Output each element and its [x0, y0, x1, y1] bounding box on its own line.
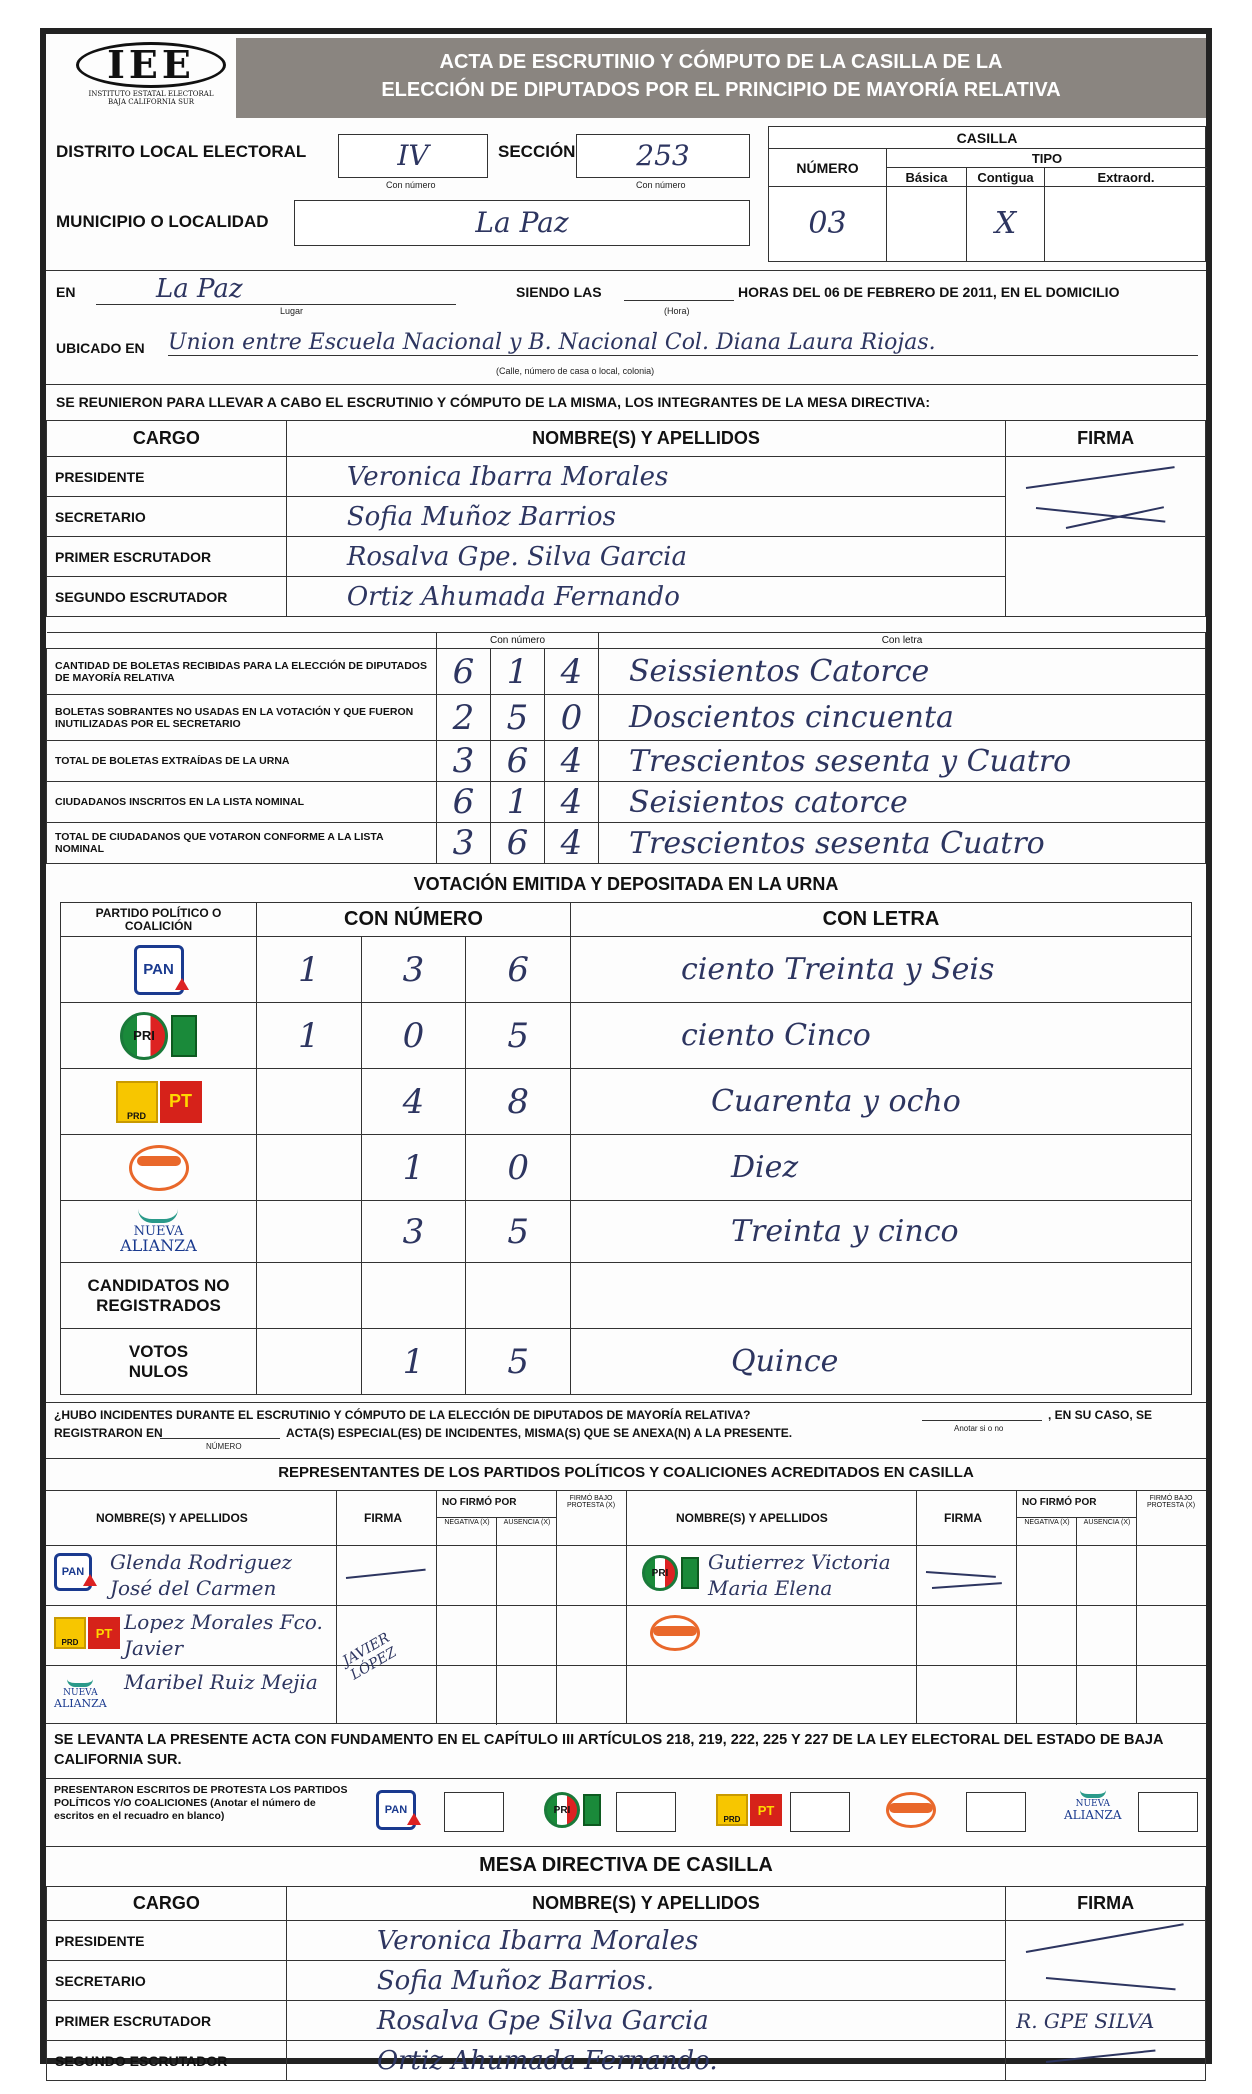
casilla-basica-field[interactable]	[887, 187, 967, 261]
rep-firma-field[interactable]: JAVIER LÓPEZ	[340, 1629, 400, 1684]
signature-mark	[926, 1571, 996, 1578]
digit-field[interactable]: 3	[437, 741, 491, 782]
protesta-row	[46, 1780, 1206, 1844]
rep-firma-header: FIRMA	[944, 1511, 982, 1525]
digit-field[interactable]: 0	[545, 695, 599, 741]
nombre-field[interactable]: Rosalva Gpe. Silva Garcia	[286, 537, 1005, 577]
pan-logo-icon: PAN	[54, 1553, 92, 1591]
digit-field[interactable]	[466, 1263, 571, 1329]
signature-mark	[1046, 1977, 1176, 1990]
con-numero-header: Con número	[437, 633, 599, 649]
casilla-tipo-label: TIPO	[887, 149, 1207, 168]
ubicado-row	[56, 330, 1206, 380]
protesta-count-convergencia[interactable]	[966, 1792, 1026, 1832]
incidentes-q2: , EN SU CASO, SE	[1048, 1408, 1153, 1422]
nueva-alianza-logo-icon: NUEVA ALIANZA	[1064, 1790, 1122, 1821]
digit-field[interactable]: 0	[361, 1003, 466, 1069]
votacion-table	[60, 902, 1192, 1395]
hora-hint: (Hora)	[664, 306, 690, 316]
letra-field[interactable]: Trescientos sesenta y Cuatro	[599, 741, 1206, 782]
logo-sub1: INSTITUTO ESTATAL ELECTORAL	[88, 90, 214, 98]
actas-numero-field[interactable]	[160, 1438, 280, 1439]
divider	[436, 1491, 437, 1723]
digit-field[interactable]: 3	[361, 937, 466, 1003]
iee-logo	[76, 42, 226, 112]
casilla-numero-label: NÚMERO	[769, 149, 887, 187]
registraron-label: REGISTRARON EN	[54, 1426, 163, 1440]
nombre-header: NOMBRE(S) Y APELLIDOS	[286, 1887, 1005, 1921]
letra-field[interactable]: Seisientos catorce	[599, 782, 1206, 823]
digit-field[interactable]: 6	[437, 782, 491, 823]
digit-field[interactable]: 6	[491, 823, 545, 864]
convergencia-logo-icon	[650, 1615, 700, 1651]
digit-field[interactable]: 0	[466, 1135, 571, 1201]
rep-firma-field[interactable]	[342, 1551, 432, 1601]
seccion-label: SECCIÓN	[498, 142, 576, 161]
signature-mark	[1026, 466, 1175, 489]
party-cell	[61, 1135, 257, 1201]
nombre-field[interactable]: Sofia Muñoz Barrios.	[286, 1961, 1005, 2001]
digit-field[interactable]: 4	[545, 823, 599, 864]
divider	[1136, 1491, 1137, 1723]
divider	[1016, 1491, 1017, 1723]
divider	[46, 270, 1206, 271]
divider	[46, 1665, 1206, 1666]
divider	[46, 1846, 1206, 1847]
firma-field[interactable]	[1006, 2041, 1206, 2081]
letra-field[interactable]: Doscientos cincuenta	[599, 695, 1206, 741]
seccion-field[interactable]: 253	[576, 134, 750, 178]
letra-field[interactable]: ciento Cinco	[571, 1003, 1192, 1069]
incidentes-answer-field[interactable]	[922, 1420, 1042, 1421]
blank-cell	[47, 633, 437, 649]
prd-pt-logo-icon: PRD PT	[116, 1081, 202, 1123]
digit-field[interactable]	[257, 1329, 362, 1395]
cargo-cell: SECRETARIO	[47, 497, 287, 537]
digit-field[interactable]: 6	[491, 741, 545, 782]
nombre-field[interactable]: Veronica Ibarra Morales	[286, 457, 1005, 497]
firma-field[interactable]	[1006, 1921, 1206, 2001]
fundamento-text: SE LEVANTA LA PRESENTE ACTA CON FUNDAMENTO EN EL CAPÍTULO III ARTÍCULOS 218, 219, 222, 225 Y 227 DE LA LEY ELECTORAL DEL ESTADO DE BAJA CALIFORNIA SUR.	[54, 1732, 1163, 1768]
en-label: EN	[56, 284, 76, 300]
prd-pt-logo-icon: PRD PT	[54, 1617, 120, 1649]
pri-logo-icon: PRI	[120, 1012, 197, 1060]
numero-hint: NÚMERO	[206, 1442, 242, 1451]
digit-field[interactable]: 1	[257, 1003, 362, 1069]
seccion-hint: Con número	[636, 180, 686, 190]
party-cell	[61, 1201, 257, 1263]
protesta-text: PRESENTARON ESCRITOS DE PROTESTA LOS PARTIDOS POLÍTICOS Y/O COALICIONES (Anotar el número de escritos en el recuadro en blanco)	[54, 1784, 348, 1822]
rep-nombre-header: NOMBRE(S) Y APELLIDOS	[676, 1511, 828, 1525]
letra-field[interactable]: Cuarenta y ocho	[571, 1069, 1192, 1135]
nombre-field[interactable]: Ortiz Ahumada Fernando	[286, 577, 1005, 617]
distrito-field[interactable]: IV	[338, 134, 488, 178]
registraron-text: ACTA(S) ESPECIAL(ES) DE INCIDENTES, MISMA(S) QUE SE ANEXA(N) A LA PRESENTE.	[286, 1426, 793, 1440]
con-letra-header: Con letra	[599, 633, 1206, 649]
digit-field[interactable]: 6	[437, 649, 491, 695]
rep-nombre-field[interactable]: Maribel Ruiz Mejia	[124, 1670, 318, 1694]
incidentes-block	[54, 1408, 1204, 1458]
casilla-extraord: Extraord.	[1045, 168, 1207, 187]
hora-field[interactable]	[624, 300, 734, 301]
divider	[436, 1517, 556, 1518]
casilla-numero-field[interactable]: 03	[769, 187, 887, 261]
boleta-label: BOLETAS SOBRANTES NO USADAS EN LA VOTACIÓN Y QUE FUERON INUTILIZADAS POR EL SECRETARIO	[47, 695, 437, 741]
rep-firma-field[interactable]	[922, 1551, 1012, 1601]
rep-firma-header: FIRMA	[364, 1511, 402, 1525]
firma-field[interactable]	[1006, 537, 1206, 617]
cargo-cell: SEGUNDO ESCRUTADOR	[47, 577, 287, 617]
divider	[46, 1605, 1206, 1606]
mesa2-title: MESA DIRECTIVA DE CASILLA	[479, 1854, 773, 1876]
cargo-cell: SEGUNDO ESCRUTADOR	[47, 2041, 287, 2081]
acta-sheet	[40, 28, 1212, 2076]
cargo-cell: SECRETARIO	[47, 1961, 287, 2001]
digit-field[interactable]: 4	[545, 782, 599, 823]
rep-nombre-field[interactable]: Gutierrez Victoria Maria Elena	[708, 1550, 891, 1600]
digit-field[interactable]	[361, 1263, 466, 1329]
digit-field[interactable]: 5	[466, 1003, 571, 1069]
digit-field[interactable]: 6	[466, 937, 571, 1003]
calle-hint: (Calle, número de casa o local, colonia)	[496, 366, 655, 376]
divider	[336, 1491, 337, 1723]
cargo-header: CARGO	[47, 421, 287, 457]
rep-negativa-header: NEGATIVA (X)	[444, 1519, 490, 1526]
distrito-label: DISTRITO LOCAL ELECTORAL	[56, 142, 307, 161]
lugar-row	[56, 274, 1206, 334]
firma-header: FIRMA	[1006, 421, 1206, 457]
digit-field[interactable]: 1	[257, 937, 362, 1003]
signature-mark	[346, 1569, 426, 1579]
protesta-count-prd-pt[interactable]	[790, 1792, 850, 1832]
digit-field[interactable]: 1	[361, 1329, 466, 1395]
title-band	[236, 38, 1206, 118]
rep-nombre-header: NOMBRE(S) Y APELLIDOS	[96, 1511, 248, 1525]
rep-ausencia-header: AUSENCIA (X)	[1083, 1519, 1131, 1526]
signature-mark	[1066, 506, 1164, 529]
pri-logo-icon: PRI	[544, 1792, 601, 1828]
rep-nombre-field[interactable]: Lopez Morales Fco. Javier	[124, 1610, 323, 1660]
digit-field[interactable]: 2	[437, 695, 491, 741]
boleta-label: CANTIDAD DE BOLETAS RECIBIDAS PARA LA ELECCIÓN DE DIPUTADOS DE MAYORÍA RELATIVA	[47, 649, 437, 695]
casilla-box	[768, 126, 1206, 262]
pri-logo-icon: PRI	[642, 1555, 699, 1591]
cargo-header: CARGO	[47, 1887, 287, 1921]
nombre-header: NOMBRE(S) Y APELLIDOS	[286, 421, 1005, 457]
municipio-field[interactable]: La Paz	[294, 200, 750, 246]
rep-nombre-field[interactable]	[708, 1609, 914, 1659]
digit-field[interactable]	[257, 1069, 362, 1135]
signature-mark	[1026, 1923, 1184, 1953]
nombre-field[interactable]: Rosalva Gpe Silva Garcia	[286, 2001, 1005, 2041]
logo-sub2: BAJA CALIFORNIA SUR	[107, 98, 195, 106]
title-line1: ACTA DE ESCRUTINIO Y CÓMPUTO DE LA CASILLA DE LA	[439, 51, 1003, 73]
letra-header: CON LETRA	[571, 903, 1192, 937]
digit-field[interactable]: 1	[491, 782, 545, 823]
divider	[46, 1545, 1206, 1546]
firma-field[interactable]: R. GPE SILVA	[1006, 2001, 1206, 2041]
firma-field[interactable]	[1006, 457, 1206, 537]
protesta-count-pri[interactable]	[616, 1792, 676, 1832]
representantes-grid	[46, 1490, 1206, 1724]
partido-header: PARTIDO POLÍTICO O COALICIÓN	[61, 903, 257, 937]
divider	[626, 1491, 627, 1723]
siendo-label: SIENDO LAS	[516, 284, 602, 300]
boleta-label: TOTAL DE BOLETAS EXTRAÍDAS DE LA URNA	[47, 741, 437, 782]
horas-text: HORAS DEL 06 DE FEBRERO DE 2011, EN EL DOMICILIO	[738, 284, 1120, 300]
divider	[46, 1778, 1206, 1779]
digit-field[interactable]: 4	[361, 1069, 466, 1135]
incidentes-q: ¿HUBO INCIDENTES DURANTE EL ESCRUTINIO Y CÓMPUTO DE LA ELECCIÓN DE DIPUTADOS DE MAYORÍA RELATIVA?	[54, 1408, 751, 1422]
prd-pt-logo-icon: PRD PT	[716, 1794, 782, 1826]
votacion-title: VOTACIÓN EMITIDA Y DEPOSITADA EN LA URNA	[413, 874, 839, 894]
digit-field[interactable]: 4	[545, 649, 599, 695]
protesta-count-nueva-alianza[interactable]	[1138, 1792, 1198, 1832]
digit-field[interactable]: 4	[545, 741, 599, 782]
cargo-cell: PRESIDENTE	[47, 457, 287, 497]
protesta-count-pan[interactable]	[444, 1792, 504, 1832]
firma-header: FIRMA	[1006, 1887, 1206, 1921]
mesa2-table	[46, 1886, 1206, 2081]
party-cell	[61, 1069, 257, 1135]
nulos-label: VOTOS NULOS	[61, 1329, 257, 1395]
nombre-field[interactable]: Veronica Ibarra Morales	[286, 1921, 1005, 1961]
municipio-label: MUNICIPIO O LOCALIDAD	[56, 212, 269, 231]
representantes-title: REPRESENTANTES DE LOS PARTIDOS POLÍTICOS Y COALICIONES ACREDITADOS EN CASILLA	[278, 1464, 974, 1481]
casilla-basica: Básica	[887, 168, 967, 187]
numero-header: CON NÚMERO	[257, 903, 571, 937]
digit-field[interactable]	[257, 1201, 362, 1263]
divider	[496, 1517, 497, 1725]
digit-field[interactable]: 1	[361, 1135, 466, 1201]
divider	[556, 1491, 557, 1723]
digit-field[interactable]	[257, 1263, 362, 1329]
letra-field[interactable]: Diez	[571, 1135, 1192, 1201]
letra-field[interactable]: Seissientos Catorce	[599, 649, 1206, 695]
cargo-cell: PRESIDENTE	[47, 1921, 287, 1961]
letra-field[interactable]: Trescientos sesenta Cuatro	[599, 823, 1206, 864]
boleta-label: CIUDADANOS INSCRITOS EN LA LISTA NOMINAL	[47, 782, 437, 823]
divider	[1076, 1517, 1077, 1725]
nombre-field[interactable]: Ortiz Ahumada Fernando.	[286, 2041, 1005, 2081]
nueva-alianza-logo-icon: NUEVA ALIANZA	[120, 1209, 197, 1254]
convergencia-logo-icon	[886, 1792, 936, 1828]
rep-ausencia-header: AUSENCIA (X)	[503, 1519, 551, 1526]
rep-protesta-header: FIRMÓ BAJO PROTESTA (X)	[1146, 1495, 1196, 1509]
signature-mark	[932, 1582, 1002, 1589]
party-cell	[61, 1003, 257, 1069]
mesa-directiva-table	[46, 420, 1206, 617]
divider	[46, 1402, 1206, 1403]
distrito-hint: Con número	[386, 180, 436, 190]
divider	[1016, 1517, 1136, 1518]
digit-field[interactable]: 5	[491, 695, 545, 741]
divider	[46, 384, 1206, 385]
logo-text: IEE	[76, 42, 226, 88]
no-registrados-label: CANDIDATOS NO REGISTRADOS	[61, 1263, 257, 1329]
title-line2: ELECCIÓN DE DIPUTADOS POR EL PRINCIPIO DE MAYORÍA RELATIVA	[381, 79, 1061, 101]
digit-field[interactable]: 1	[491, 649, 545, 695]
digit-field[interactable]	[257, 1135, 362, 1201]
digit-field[interactable]: 5	[466, 1329, 571, 1395]
casilla-title: CASILLA	[769, 127, 1205, 149]
party-cell	[61, 937, 257, 1003]
pan-logo-icon: PAN	[376, 1790, 416, 1830]
casilla-contigua-field[interactable]: X	[967, 187, 1045, 261]
digit-field[interactable]: 3	[361, 1201, 466, 1263]
signature-mark	[1046, 2050, 1156, 2063]
ubicado-label: UBICADO EN	[56, 340, 145, 356]
nueva-alianza-logo-icon: NUEVA ALIANZA	[54, 1679, 107, 1709]
divider	[46, 1458, 1206, 1459]
convergencia-logo-icon	[129, 1145, 189, 1191]
rep-nofirmo-header: NO FIRMÓ POR	[442, 1497, 517, 1508]
letra-field[interactable]	[571, 1263, 1192, 1329]
lugar-hint: Lugar	[280, 306, 304, 316]
rep-protesta-header: FIRMÓ BAJO PROTESTA (X)	[566, 1495, 616, 1509]
casilla-contigua: Contigua	[967, 168, 1045, 187]
digit-field[interactable]: 8	[466, 1069, 571, 1135]
boletas-table	[46, 632, 1206, 864]
rep-nombre-field[interactable]: Glenda Rodriguez José del Carmen	[110, 1550, 293, 1600]
casilla-extraord-field[interactable]	[1045, 187, 1207, 261]
letra-field[interactable]: Treinta y cinco	[571, 1201, 1192, 1263]
en-field[interactable]: La Paz	[96, 274, 456, 305]
ubicado-field[interactable]: Union entre Escuela Nacional y B. Nacional Col. Diana Laura Riojas.	[168, 330, 1198, 356]
rep-negativa-header: NEGATIVA (X)	[1024, 1519, 1070, 1526]
rep-nofirmo-header: NO FIRMÓ POR	[1022, 1497, 1097, 1508]
nombre-field[interactable]: Sofia Muñoz Barrios	[286, 497, 1005, 537]
digit-field[interactable]: 5	[466, 1201, 571, 1263]
divider	[916, 1491, 917, 1723]
letra-field[interactable]: ciento Treinta y Seis	[571, 937, 1192, 1003]
digit-field[interactable]: 3	[437, 823, 491, 864]
anotar-hint: Anotar si o no	[954, 1424, 1004, 1433]
cargo-cell: PRIMER ESCRUTADOR	[47, 2001, 287, 2041]
reunieron-text: SE REUNIERON PARA LLEVAR A CABO EL ESCRUTINIO Y CÓMPUTO DE LA MISMA, LOS INTEGRANTES DE LA MESA DIRECTIVA:	[56, 394, 931, 410]
letra-field[interactable]: Quince	[571, 1329, 1192, 1395]
pan-logo-icon: PAN	[134, 945, 184, 995]
cargo-cell: PRIMER ESCRUTADOR	[47, 537, 287, 577]
boleta-label: TOTAL DE CIUDADANOS QUE VOTARON CONFORME A LA LISTA NOMINAL	[47, 823, 437, 864]
